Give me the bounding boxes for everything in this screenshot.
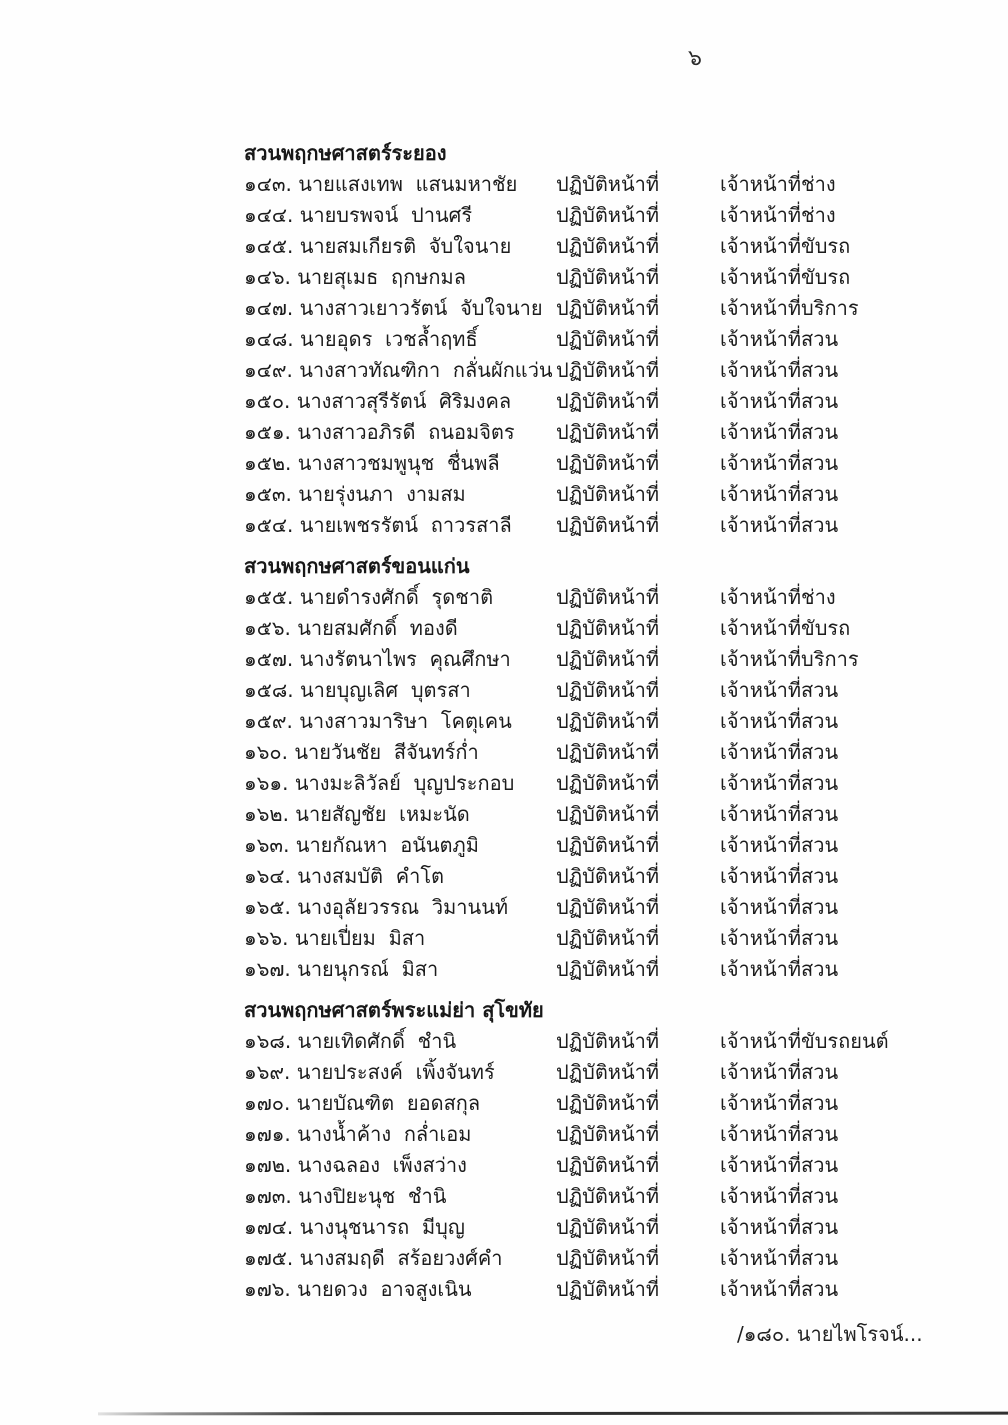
row-duty: ปฏิบัติหน้าที่ — [556, 172, 660, 196]
row-duty: ปฏิบัติหน้าที่ — [556, 895, 660, 919]
row-number-and-name — [244, 1212, 556, 1243]
table-row — [244, 479, 974, 510]
section-title: สวนพฤกษศาสตร์ขอนแก่น — [244, 554, 470, 578]
row-name: นางสาวชมพูนุช ชื่นพลี — [297, 451, 500, 475]
row-position: เจ้าหน้าที่สวน — [720, 833, 839, 857]
scan-edge-artifact — [98, 1412, 1008, 1416]
row-name: นายเทิดศักดิ์ ชำนิ — [297, 1029, 457, 1053]
row-number: ๑๕๓. — [244, 482, 292, 506]
row-number: ๑๕๗. — [244, 647, 294, 671]
row-number-and-name — [244, 923, 556, 954]
table-row — [244, 954, 974, 985]
row-number: ๑๗๔. — [244, 1215, 294, 1239]
row-duty: ปฏิบัติหน้าที่ — [556, 513, 660, 537]
row-name: นางมะลิวัลย์ บุญประกอบ — [294, 771, 515, 795]
row-position: เจ้าหน้าที่สวน — [720, 957, 839, 981]
row-number-and-name — [244, 1088, 556, 1119]
row-position: เจ้าหน้าที่บริการ — [720, 647, 859, 671]
row-name: นายรุ่งนภา งามสม — [298, 482, 466, 506]
row-name: นายบรพจน์ ปานศรี — [299, 203, 473, 227]
row-number-and-name — [244, 1150, 556, 1181]
row-number-and-name — [244, 1274, 556, 1305]
row-duty: ปฏิบัติหน้าที่ — [556, 234, 660, 258]
row-number: ๑๗๒. — [244, 1153, 292, 1177]
row-number-and-name — [244, 293, 556, 324]
row-name: นางนุชนารถ มีบุญ — [299, 1215, 465, 1239]
row-number: ๑๔๕. — [244, 234, 294, 258]
row-duty: ปฏิบัติหน้าที่ — [556, 740, 660, 764]
table-row — [244, 417, 974, 448]
row-name: นางสมบัติ คำโต — [297, 864, 445, 888]
table-row — [244, 1057, 974, 1088]
row-number: ๑๖๕. — [244, 895, 291, 919]
sections-container — [244, 138, 974, 1305]
row-position: เจ้าหน้าที่สวน — [720, 1184, 839, 1208]
row-number-and-name — [244, 954, 556, 985]
row-number: ๑๔๗. — [244, 296, 294, 320]
row-number: ๑๖๗. — [244, 957, 291, 981]
section-title: สวนพฤกษศาสตร์ระยอง — [244, 141, 447, 165]
row-position: เจ้าหน้าที่สวน — [720, 1215, 839, 1239]
row-number-and-name — [244, 892, 556, 923]
row-number-and-name — [244, 675, 556, 706]
row-duty: ปฏิบัติหน้าที่ — [556, 482, 660, 506]
table-row — [244, 262, 974, 293]
table-row — [244, 830, 974, 861]
row-duty: ปฏิบัติหน้าที่ — [556, 864, 660, 888]
section-title: สวนพฤกษศาสตร์พระแม่ย่า สุโขทัย — [244, 998, 544, 1022]
table-row — [244, 1274, 974, 1305]
table-row — [244, 923, 974, 954]
row-position: เจ้าหน้าที่บริการ — [720, 296, 859, 320]
row-position: เจ้าหน้าที่สวน — [720, 926, 839, 950]
row-position: เจ้าหน้าที่ช่าง — [720, 203, 836, 227]
row-name: นายวันชัย สีจันทร์ก่ำ — [294, 740, 479, 764]
row-number: ๑๕๑. — [244, 420, 291, 444]
row-duty: ปฏิบัติหน้าที่ — [556, 957, 660, 981]
row-number: ๑๕๐. — [244, 389, 291, 413]
row-duty: ปฏิบัติหน้าที่ — [556, 420, 660, 444]
row-name: นางปิยะนุช ชำนิ — [298, 1184, 447, 1208]
section — [244, 995, 974, 1305]
row-number: ๑๕๕. — [244, 585, 294, 609]
row-position: เจ้าหน้าที่สวน — [720, 1277, 839, 1301]
row-position: เจ้าหน้าที่สวน — [720, 802, 839, 826]
table-row — [244, 169, 974, 200]
row-number-and-name — [244, 200, 556, 231]
row-name: นายเพชรรัตน์ ถาวรสาลี — [299, 513, 512, 537]
row-number: ๑๕๘. — [244, 678, 294, 702]
table-row — [244, 613, 974, 644]
row-position: เจ้าหน้าที่สวน — [720, 513, 839, 537]
row-position: เจ้าหน้าที่สวน — [720, 1060, 839, 1084]
row-number: ๑๖๖. — [244, 926, 289, 950]
continuation-note: /๑๘๐. นายไพโรจน์... — [737, 1322, 923, 1346]
row-duty: ปฏิบัติหน้าที่ — [556, 451, 660, 475]
row-position: เจ้าหน้าที่สวน — [720, 389, 839, 413]
row-duty: ปฏิบัติหน้าที่ — [556, 833, 660, 857]
row-number-and-name — [244, 768, 556, 799]
row-position: เจ้าหน้าที่สวน — [720, 358, 839, 382]
table-row — [244, 1026, 974, 1057]
row-number: ๑๕๖. — [244, 616, 291, 640]
row-number: ๑๖๓. — [244, 833, 290, 857]
row-name: นายนุกรณ์ มิสา — [297, 957, 439, 981]
row-position: เจ้าหน้าที่สวน — [720, 1122, 839, 1146]
row-duty: ปฏิบัติหน้าที่ — [556, 1153, 660, 1177]
row-number-and-name — [244, 1057, 556, 1088]
table-row — [244, 293, 974, 324]
row-position: เจ้าหน้าที่ขับรถ — [720, 616, 851, 640]
row-duty: ปฏิบัติหน้าที่ — [556, 771, 660, 795]
row-duty: ปฏิบัติหน้าที่ — [556, 1184, 660, 1208]
row-name: นายกัณหา อนันตภูมิ — [295, 833, 479, 857]
row-number-and-name — [244, 830, 556, 861]
section — [244, 551, 974, 985]
row-number-and-name — [244, 1181, 556, 1212]
row-number: ๑๗๓. — [244, 1184, 292, 1208]
table-row — [244, 1181, 974, 1212]
row-number: ๑๗๐. — [244, 1091, 291, 1115]
row-number-and-name — [244, 706, 556, 737]
row-name: นายสมเกียรติ จับใจนาย — [299, 234, 512, 258]
table-row — [244, 892, 974, 923]
row-duty: ปฏิบัติหน้าที่ — [556, 1060, 660, 1084]
row-number: ๑๔๓. — [244, 172, 292, 196]
row-number: ๑๗๖. — [244, 1277, 291, 1301]
row-duty: ปฏิบัติหน้าที่ — [556, 1215, 660, 1239]
row-name: นายดำรงศักดิ์ รุดชาติ — [299, 585, 494, 609]
table-row — [244, 737, 974, 768]
table-row — [244, 1243, 974, 1274]
table-row — [244, 448, 974, 479]
row-duty: ปฏิบัติหน้าที่ — [556, 802, 660, 826]
row-name: นายสัญชัย เหมะนัด — [295, 802, 470, 826]
row-number-and-name — [244, 169, 556, 200]
row-number-and-name — [244, 355, 556, 386]
row-name: นางอุลัยวรรณ วิมานนท์ — [297, 895, 509, 919]
row-number-and-name — [244, 737, 556, 768]
row-name: นายแสงเทพ แสนมหาชัย — [298, 172, 518, 196]
row-duty: ปฏิบัติหน้าที่ — [556, 296, 660, 320]
row-position: เจ้าหน้าที่สวน — [720, 771, 839, 795]
table-row — [244, 386, 974, 417]
row-name: นางน้ำค้าง กล่ำเอม — [297, 1122, 472, 1146]
row-name: นางฉลอง เพ็งสว่าง — [297, 1153, 467, 1177]
table-row — [244, 799, 974, 830]
row-name: นายสมศักดิ์ ทองดี — [297, 616, 458, 640]
row-position: เจ้าหน้าที่สวน — [720, 327, 839, 351]
personnel-list — [244, 138, 974, 1305]
row-number: ๑๗๕. — [244, 1246, 294, 1270]
row-number-and-name — [244, 479, 556, 510]
row-position: เจ้าหน้าที่ขับรถ — [720, 234, 851, 258]
row-number: ๑๔๖. — [244, 265, 291, 289]
row-number: ๑๖๑. — [244, 771, 289, 795]
row-duty: ปฏิบัติหน้าที่ — [556, 585, 660, 609]
table-row — [244, 706, 974, 737]
row-name: นางสาวทัณฑิกา กลั่นผักแว่น — [299, 358, 553, 382]
row-position: เจ้าหน้าที่สวน — [720, 678, 839, 702]
row-name: นางสมฤดี สร้อยวงศ์คำ — [299, 1246, 503, 1270]
row-number-and-name — [244, 231, 556, 262]
row-number: ๑๗๑. — [244, 1122, 291, 1146]
row-duty: ปฏิบัติหน้าที่ — [556, 1091, 660, 1115]
row-duty: ปฏิบัติหน้าที่ — [556, 1122, 660, 1146]
row-duty: ปฏิบัติหน้าที่ — [556, 1246, 660, 1270]
row-number-and-name — [244, 644, 556, 675]
row-position: เจ้าหน้าที่สวน — [720, 482, 839, 506]
row-position: เจ้าหน้าที่สวน — [720, 740, 839, 764]
row-number-and-name — [244, 386, 556, 417]
page-number: ๖ — [688, 46, 702, 71]
row-duty: ปฏิบัติหน้าที่ — [556, 616, 660, 640]
row-number-and-name — [244, 262, 556, 293]
row-position: เจ้าหน้าที่สวน — [720, 895, 839, 919]
row-number-and-name — [244, 324, 556, 355]
table-row — [244, 1150, 974, 1181]
table-row — [244, 582, 974, 613]
row-number: ๑๕๒. — [244, 451, 292, 475]
row-duty: ปฏิบัติหน้าที่ — [556, 678, 660, 702]
row-duty: ปฏิบัติหน้าที่ — [556, 203, 660, 227]
row-name: นางสาวสุรีรัตน์ ศิริมงคล — [296, 389, 512, 413]
row-position: เจ้าหน้าที่สวน — [720, 709, 839, 733]
row-number: ๑๕๙. — [244, 709, 293, 733]
row-name: นางสาวมาริษา โคตุเคน — [299, 709, 512, 733]
table-row — [244, 768, 974, 799]
table-row — [244, 1119, 974, 1150]
table-row — [244, 355, 974, 386]
row-number-and-name — [244, 448, 556, 479]
row-duty: ปฏิบัติหน้าที่ — [556, 358, 660, 382]
row-position: เจ้าหน้าที่สวน — [720, 420, 839, 444]
table-row — [244, 1088, 974, 1119]
row-number: ๑๖๔. — [244, 864, 291, 888]
row-name: นางรัตนาไพร คุณศึกษา — [299, 647, 511, 671]
row-name: นายประสงค์ เพิ้งจันทร์ — [296, 1060, 495, 1084]
row-position: เจ้าหน้าที่สวน — [720, 451, 839, 475]
row-position: เจ้าหน้าที่ขับรถ — [720, 265, 851, 289]
row-number: ๑๕๔. — [244, 513, 294, 537]
row-number: ๑๖๒. — [244, 802, 289, 826]
table-row — [244, 324, 974, 355]
row-duty: ปฏิบัติหน้าที่ — [556, 1029, 660, 1053]
row-position: เจ้าหน้าที่ช่าง — [720, 585, 836, 609]
row-name: นายดวง อาจสูงเนิน — [297, 1277, 472, 1301]
row-name: นายบัณฑิต ยอดสกุล — [296, 1091, 481, 1115]
row-number: ๑๖๙. — [244, 1060, 291, 1084]
row-number-and-name — [244, 799, 556, 830]
row-number: ๑๖๘. — [244, 1029, 292, 1053]
row-duty: ปฏิบัติหน้าที่ — [556, 1277, 660, 1301]
row-name: นายสุเมธ ฤกษกมล — [297, 265, 466, 289]
row-position: เจ้าหน้าที่สวน — [720, 1246, 839, 1270]
row-number-and-name — [244, 417, 556, 448]
table-row — [244, 675, 974, 706]
row-number: ๑๔๘. — [244, 327, 294, 351]
row-duty: ปฏิบัติหน้าที่ — [556, 709, 660, 733]
table-row — [244, 1212, 974, 1243]
row-position: เจ้าหน้าที่สวน — [720, 1153, 839, 1177]
row-number: ๑๔๙. — [244, 358, 293, 382]
row-position: เจ้าหน้าที่สวน — [720, 1091, 839, 1115]
table-row — [244, 510, 974, 541]
row-number: ๑๔๔. — [244, 203, 294, 227]
table-row — [244, 231, 974, 262]
row-number-and-name — [244, 1026, 556, 1057]
row-position: เจ้าหน้าที่ช่าง — [720, 172, 836, 196]
section — [244, 138, 974, 541]
row-number-and-name — [244, 861, 556, 892]
row-number-and-name — [244, 582, 556, 613]
row-number-and-name — [244, 613, 556, 644]
row-name: นายบุญเลิศ บุตรสา — [299, 678, 471, 702]
row-name: นางสาวอภิรดี ถนอมจิตร — [297, 420, 515, 444]
row-duty: ปฏิบัติหน้าที่ — [556, 926, 660, 950]
row-duty: ปฏิบัติหน้าที่ — [556, 265, 660, 289]
row-number-and-name — [244, 510, 556, 541]
row-position: เจ้าหน้าที่ขับรถยนต์ — [720, 1029, 889, 1053]
row-duty: ปฏิบัติหน้าที่ — [556, 647, 660, 671]
row-number-and-name — [244, 1243, 556, 1274]
row-duty: ปฏิบัติหน้าที่ — [556, 327, 660, 351]
row-position: เจ้าหน้าที่สวน — [720, 864, 839, 888]
row-number: ๑๖๐. — [244, 740, 288, 764]
table-row — [244, 861, 974, 892]
row-name: นายอุดร เวชล้ำฤทธิ์ — [299, 327, 478, 351]
table-row — [244, 644, 974, 675]
row-number-and-name — [244, 1119, 556, 1150]
row-duty: ปฏิบัติหน้าที่ — [556, 389, 660, 413]
table-row — [244, 200, 974, 231]
row-name: นางสาวเยาวรัตน์ จับใจนาย — [299, 296, 543, 320]
row-name: นายเปี่ยม มิสา — [294, 926, 426, 950]
